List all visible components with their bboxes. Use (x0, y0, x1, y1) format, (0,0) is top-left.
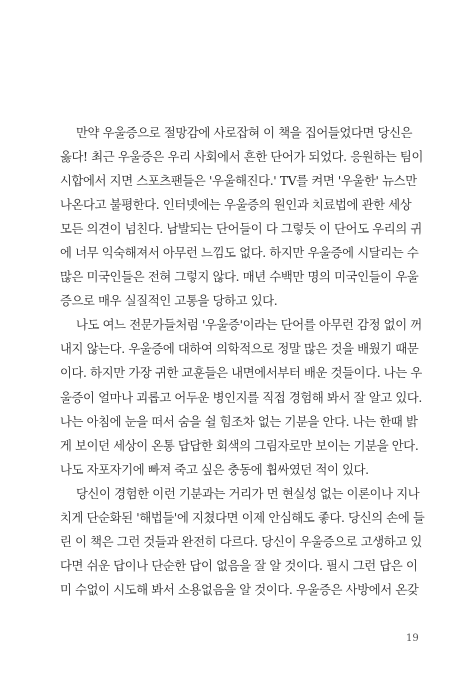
paragraph-3-line-3: 린 이 책은 그런 것들과 완전히 다르다. 당신이 우울증으로 고생하고 있 (60, 534, 422, 549)
paragraph-3-line-4: 다면 쉬운 답이나 단순한 답이 없음을 잘 알 것이다. 필시 그런 답은 이 (60, 558, 418, 573)
paragraph-1-line-6: 에 너무 익숙해져서 아무런 느낌도 없다. 하지만 우울증에 시달리는 수 (60, 246, 419, 261)
paragraph-2-line-6: 게 보이던 세상이 온통 답답한 회색의 그림자로만 보이는 기분을 안다. (60, 438, 419, 453)
paragraph-3-line-5: 미 수없이 시도해 봐서 소용없음을 알 것이다. 우울증은 사방에서 온갖 (60, 582, 419, 597)
body-text (60, 121, 428, 602)
paragraph-1-line-1: 만약 우울증으로 절망감에 사로잡혀 이 책을 집어들었다면 당신은 (76, 126, 413, 140)
paragraph-2-line-4: 울증이 얼마나 괴롭고 어두운 병인지를 직접 경험해 봐서 잘 알고 있다. (60, 390, 422, 405)
paragraph-1-line-2: 옳다! 최근 우울증은 우리 사회에서 흔한 단어가 되었다. 응원하는 팀이 (60, 150, 423, 165)
paragraph-3-line-2: 치게 단순화된 '해법들'에 지쳤다면 이제 안심해도 좋다. 당신의 손에 들 (60, 510, 425, 525)
page-number: 19 (406, 633, 419, 644)
paragraph-2-line-3: 이다. 하지만 가장 귀한 교훈들은 내면에서부터 배운 것들이다. 나는 우 (60, 366, 422, 381)
paragraph-1-line-8: 증으로 매우 실질적인 고통을 당하고 있다. (60, 294, 278, 309)
paragraph-1-line-4: 나온다고 불평한다. 인터넷에는 우울증의 원인과 치료법에 관한 세상 (60, 198, 412, 213)
paragraph-2-line-1: 나도 여느 전문가들처럼 '우울증'이라는 단어를 아무런 감정 없이 꺼 (76, 318, 422, 333)
paragraph-2-line-7: 나도 자포자기에 빠져 죽고 싶은 충동에 휩싸였던 적이 있다. (60, 462, 369, 477)
paragraph-1-line-3: 시합에서 지면 스포츠팬들은 '우울해진다.' TV를 켜면 '우울한' 뉴스만 (60, 174, 417, 189)
paragraph-3-line-1: 당신이 경험한 이런 기분과는 거리가 먼 현실성 없는 이론이나 지나 (76, 486, 420, 501)
paragraph-1-line-5: 모든 의견이 넘친다. 남발되는 단어들이 다 그렇듯 이 단어도 우리의 귀 (60, 222, 422, 237)
paragraph-1-line-7: 많은 미국인들은 전혀 그렇지 않다. 매년 수백만 명의 미국인들이 우울 (60, 270, 419, 285)
paragraph-2-line-2: 내지 않는다. 우울증에 대하여 의학적으로 정말 많은 것을 배웠기 때문 (60, 342, 419, 357)
paragraph-2-line-5: 나는 아침에 눈을 떠서 숨을 쉴 힘조차 없는 기분을 안다. 나는 한때 밝 (60, 414, 418, 429)
